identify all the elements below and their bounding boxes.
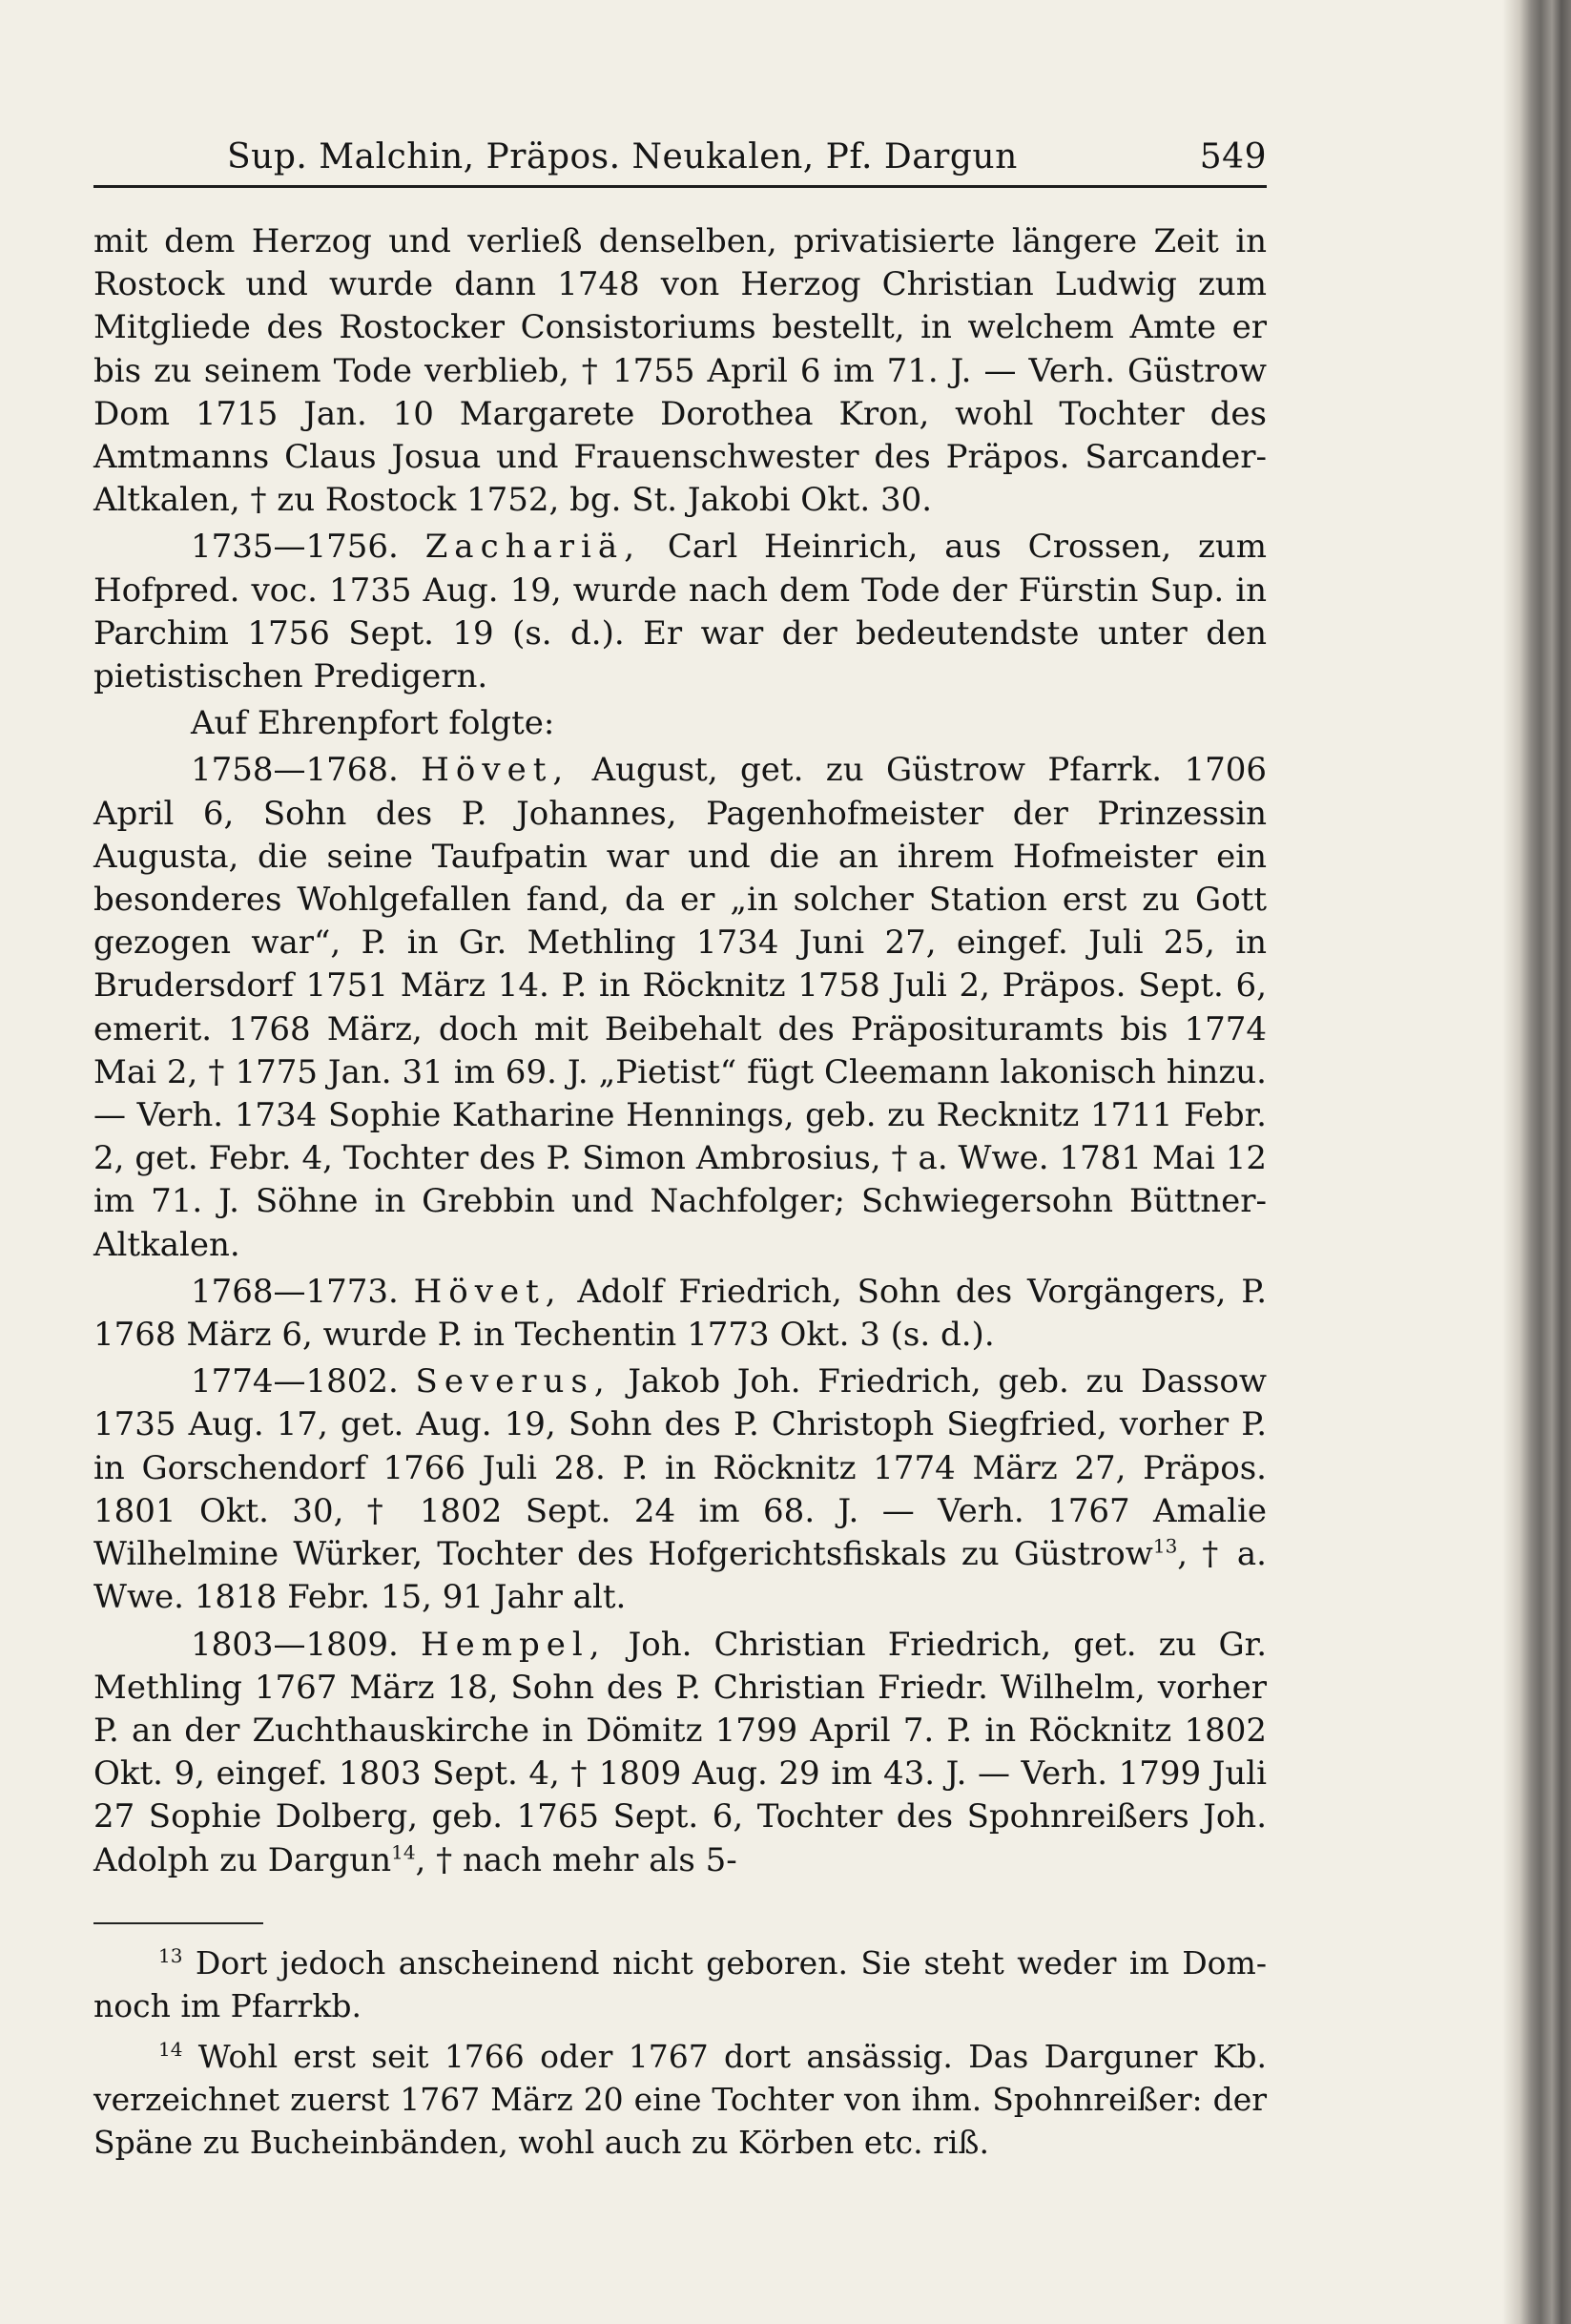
header-title: Sup. Malchin, Präpos. Neukalen, Pf. Dargun xyxy=(227,137,1018,176)
main-text xyxy=(93,220,1267,1882)
footnotes xyxy=(93,1941,1267,2164)
entry-years: 1774—1802. xyxy=(191,1362,399,1401)
footnote-number: 14 xyxy=(158,2037,183,2061)
entry-text-after: , † a. Wwe. 1818 Febr. 15, 91 Jahr alt. xyxy=(93,1535,1267,1617)
entry-name: Zachariä, xyxy=(424,528,641,567)
entry-hoevet-august xyxy=(93,749,1267,1266)
entry-text: August, get. zu Güstrow Pfarrk. 1706 April 6, Sohn des P. Johannes, Pagenhofmeister der Prinzessin Augusta, die seine Taufpatin war und die an ihrem Hofmeister ein besonderes Wohlgefallen fand, da er „in solcher Station erst zu Gott gezogen war“, P. in Gr. Methling 1734 Juni 27, eingef. Juli 25, in Brudersdorf 1751 März 14. P. in Röcknitz 1758 Juli 2, Präpos. Sept. 6, emerit. 1768 März, doch mit Beibehalt des Präposituramts bis 1774 Mai 2, † 1775 Jan. 31 im 69. J. „Pietist“ fügt Cleemann lakonisch hinzu. — Verh. 1734 Sophie Katharine Hennings, geb. zu Recknitz 1711 Febr. 2, get. Febr. 4, Tochter des P. Simon Ambrosius, † a. Wwe. 1781 Mai 12 im 71. J. Söhne in Grebbin und Nachfolger; Schwiegersohn Büttner-Altkalen. xyxy=(93,751,1267,1264)
entry-name: Hempel, xyxy=(420,1625,607,1664)
entry-name: Hövet, xyxy=(413,1272,563,1311)
entry-zacharia xyxy=(93,526,1267,698)
entry-years: 1735—1756. xyxy=(191,528,399,567)
entry-severus xyxy=(93,1360,1267,1619)
footnote-divider xyxy=(93,1922,263,1924)
entry-years: 1768—1773. xyxy=(191,1272,399,1311)
entry-text: Jakob Joh. Friedrich, geb. zu Dassow 1735 Aug. 17, get. Aug. 19, Sohn des P. Christoph Siegfried, vorher P. in Gorschendorf 1766 Juli 28. P. in Röcknitz 1774 März 27, Präpos. 1801 Okt. 30, † 1802 Sept. 24 im 68. J. — Verh. 1767 Amalie Wilhelmine Würker, Tochter des Hofgerichtsfiskals zu Güstrow xyxy=(93,1362,1267,1574)
footnote-text: Wohl erst seit 1766 oder 1767 dort ansässig. Das Darguner Kb. verzeichnet zuerst 1767 März 20 eine Tochter von ihm. Spohnreißer: der Späne zu Bucheinbänden, wohl auch zu Körben etc. riß. xyxy=(93,2037,1267,2161)
footnote-13 xyxy=(93,1941,1267,2027)
entry-years: 1803—1809. xyxy=(191,1625,399,1664)
footnote-ref-14[interactable]: 14 xyxy=(391,1840,416,1864)
entry-hempel xyxy=(93,1624,1267,1882)
entry-years: 1758—1768. xyxy=(191,751,399,790)
entry-text: Adolf Friedrich, Sohn des Vorgängers, P. 1768 März 6, wurde P. in Techentin 1773 Okt. 3 (s. d.). xyxy=(93,1272,1268,1355)
page-number: 549 xyxy=(1199,137,1267,176)
footnote-14 xyxy=(93,2035,1267,2164)
entry-hoevet-adolf xyxy=(93,1271,1267,1357)
entry-text: Joh. Christian Friedrich, get. zu Gr. Methling 1767 März 18, Sohn des P. Christian Friedr. Wilhelm, vorher P. an der Zuchthauskirche in Dömitz 1799 April 7. P. in Röcknitz 1802 Okt. 9, eingef. 1803 Sept. 4, † 1809 Aug. 29 im 43. J. — Verh. 1799 Juli 27 Sophie Dolberg, geb. 1765 Sept. 6, Tochter des Spohnreißers Joh. Adolph zu Dargun xyxy=(93,1625,1267,1879)
entry-name: Hövet, xyxy=(421,751,570,790)
book-spine-edge xyxy=(1502,0,1571,2324)
entry-name: Severus, xyxy=(415,1362,611,1401)
running-header xyxy=(93,132,1267,188)
book-page xyxy=(93,132,1267,2171)
entry-text-after: , † nach mehr als 5- xyxy=(415,1840,737,1879)
footnote-number: 13 xyxy=(158,1943,183,1967)
paragraph-text: mit dem Herzog und verließ denselben, privatisierte längere Zeit in Rostock und wurde dann 1748 von Herzog Christian Ludwig zum Mitgliede des Rostocker Consistoriums bestellt, in welchem Amte er bis zu seinem Tode verblieb, † 1755 April 6 im 71. J. — Verh. Güstrow Dom 1715 Jan. 10 Margarete Dorothea Kron, wohl Tochter des Amtmanns Claus Josua und Frauenschwester des Präpos. Sarcander-Altkalen, † zu Rostock 1752, bg. St. Jakobi Okt. 30. xyxy=(93,222,1267,520)
entry-text: Carl Heinrich, aus Crossen, zum Hofpred. voc. 1735 Aug. 19, wurde nach dem Tode der Fürstin Sup. in Parchim 1756 Sept. 19 (s. d.). Er war der bedeutendste unter den pietistischen Predigern. xyxy=(93,528,1267,696)
paragraph-continuation xyxy=(93,220,1267,522)
footnote-ref-13[interactable]: 13 xyxy=(1152,1534,1178,1558)
paragraph-text: Auf Ehrenpfort folgte: xyxy=(191,704,555,743)
paragraph-successor-note xyxy=(93,702,1267,745)
footnote-text: Dort jedoch anscheinend nicht geboren. Sie steht weder im Dom- noch im Pfarrkb. xyxy=(93,1943,1267,2024)
